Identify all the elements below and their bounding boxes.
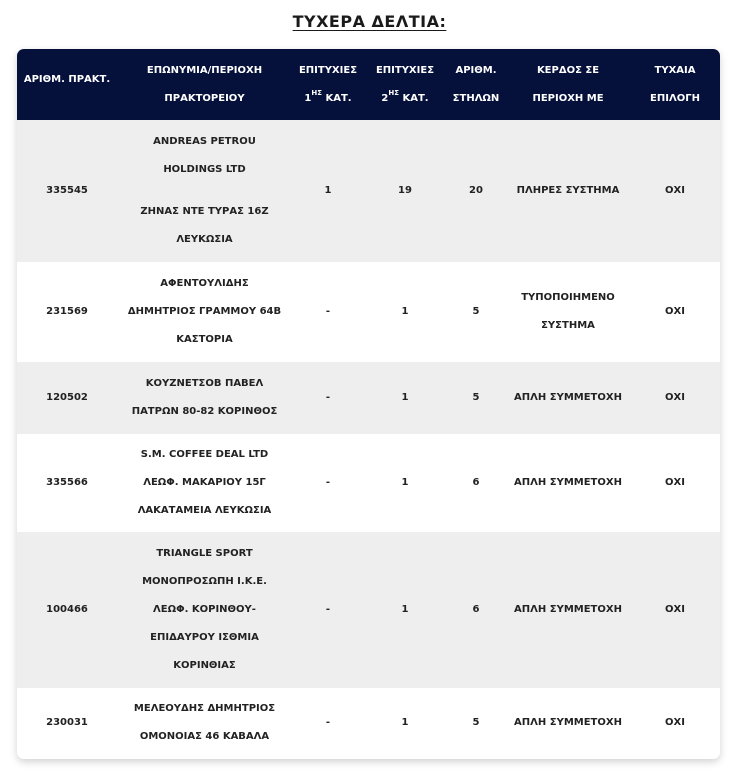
cell-cat2-wins: 1 xyxy=(401,604,409,615)
agency-name-line: ΛΑΚΑΤΑΜΕΙΑ ΛΕΥΚΩΣΙΑ xyxy=(137,505,272,516)
cell-agency-name xyxy=(117,688,292,758)
cell-profit-type xyxy=(506,120,630,262)
profit-type-line: ΤΥΠΟΠΟΙΗΜΕΝΟ xyxy=(521,292,615,303)
cell-random-pick: ΟΧΙ xyxy=(665,392,685,403)
table-row xyxy=(17,362,720,434)
agency-name-line: TRIANGLE SPORT xyxy=(156,548,253,559)
cell-columns-count: 5 xyxy=(472,306,480,317)
cell-practice-number: 230031 xyxy=(46,717,88,728)
header-cat1: ΕΠΙΤΥΧΙΕΣ $1^{H\Sigma}$ ΚΑΤ. xyxy=(298,64,358,104)
cell-agency-name xyxy=(117,434,292,532)
agency-name-line: ΕΠΙΔΑΥΡΟΥ ΙΣΘΜΙΑ xyxy=(150,632,259,643)
winning-tickets-table-card xyxy=(17,49,720,759)
agency-name-line: ΚΟΥΖΝΕΤΣΟΒ ΠΑΒΕΛ xyxy=(145,378,264,389)
agency-name-line: S.M. COFFEE DEAL LTD xyxy=(140,449,269,460)
cell-agency-name xyxy=(117,362,292,434)
cell-random-pick: ΟΧΙ xyxy=(665,717,685,728)
cell-agency-name xyxy=(117,120,292,262)
agency-name-line: ΚΑΣΤΟΡΙΑ xyxy=(176,334,233,345)
agency-name-line: ΟΜΟΝΟΙΑΣ 46 ΚΑΒΑΛΑ xyxy=(139,731,270,742)
agency-name-line: ΔΗΜΗΤΡΙΟΣ ΓΡΑΜΜΟΥ 64Β xyxy=(127,306,282,317)
cell-cat2-wins: 1 xyxy=(401,477,409,488)
agency-name-line: HOLDINGS LTD xyxy=(163,164,246,175)
agency-name-line: ΜΕΛΕΟΥΔΗΣ ΔΗΜΗΤΡΙΟΣ xyxy=(133,703,276,714)
cell-columns-count: 5 xyxy=(472,717,480,728)
agency-name-line: ΚΟΡΙΝΘΙΑΣ xyxy=(173,660,236,671)
profit-type-line: ΑΠΛΗ ΣΥΜΜΕΤΟΧΗ xyxy=(514,392,622,403)
cell-agency-name xyxy=(117,532,292,688)
cell-columns-count: 20 xyxy=(469,185,483,196)
cell-random-pick: ΟΧΙ xyxy=(665,185,685,196)
agency-name-line: ΖΗΝΑΣ ΝΤΕ ΤΥΡΑΣ 16Ζ xyxy=(140,206,269,217)
cell-practice-number: 120502 xyxy=(46,392,88,403)
cell-cat1-wins: - xyxy=(325,306,331,317)
header-profit: ΚΕΡΔΟΣ ΣΕ ΠΕΡΙΟΧΗ ΜΕ xyxy=(532,64,604,104)
cell-cat2-wins: 19 xyxy=(398,185,412,196)
header-columns: ΑΡΙΘΜ. ΣΤΗΛΩΝ xyxy=(452,64,500,104)
page-title-text: ΤΥΧΕΡΑ ΔΕΛΤΙΑ: xyxy=(292,12,447,31)
agency-name-line: ΜΟΝΟΠΡΟΣΩΠΗ Ι.Κ.Ε. xyxy=(142,576,267,587)
cell-random-pick: ΟΧΙ xyxy=(665,477,685,488)
cell-profit-type xyxy=(506,688,630,758)
header-random: ΤΥΧΑΙΑ ΕΠΙΛΟΓΗ xyxy=(650,64,700,104)
cell-practice-number: 335545 xyxy=(46,185,88,196)
header-name: ΕΠΩΝΥΜΙΑ/ΠΕΡΙΟΧΗ ΠΡΑΚΤΟΡΕΙΟΥ xyxy=(146,64,263,104)
cell-cat2-wins: 1 xyxy=(401,717,409,728)
profit-type-line: ΣΥΣΤΗΜΑ xyxy=(541,320,595,331)
cell-practice-number: 231569 xyxy=(46,306,88,317)
cell-practice-number: 335566 xyxy=(46,477,88,488)
cell-cat1-wins: - xyxy=(325,604,331,615)
cell-cat1-wins: - xyxy=(325,392,331,403)
cell-practice-number: 100466 xyxy=(46,604,88,615)
agency-name-line: ΛΕΩΦ. ΚΟΡΙΝΘΟΥ- xyxy=(153,604,256,615)
cell-profit-type xyxy=(506,362,630,434)
profit-type-line: ΑΠΛΗ ΣΥΜΜΕΤΟΧΗ xyxy=(514,477,622,488)
agency-name-line: ΠΑΤΡΩΝ 80-82 ΚΟΡΙΝΘΟΣ xyxy=(131,406,278,417)
cell-cat1-wins: - xyxy=(325,477,331,488)
agency-name-line: ΛΕΩΦ. ΜΑΚΑΡΙΟΥ 15Γ xyxy=(143,477,266,488)
header-cat2: ΕΠΙΤΥΧΙΕΣ $2^{H\Sigma}$ ΚΑΤ. xyxy=(375,64,435,104)
cell-columns-count: 6 xyxy=(472,604,480,615)
cell-profit-type xyxy=(506,434,630,532)
cell-cat2-wins: 1 xyxy=(401,392,409,403)
table-row xyxy=(17,532,720,688)
page-title xyxy=(0,12,739,31)
cell-agency-name xyxy=(117,262,292,362)
table-row xyxy=(17,434,720,532)
cell-random-pick: ΟΧΙ xyxy=(665,604,685,615)
cell-cat1-wins: - xyxy=(325,717,331,728)
profit-type-line: ΑΠΛΗ ΣΥΜΜΕΤΟΧΗ xyxy=(514,717,622,728)
table-row xyxy=(17,262,720,362)
profit-type-line: ΑΠΛΗ ΣΥΜΜΕΤΟΧΗ xyxy=(514,604,622,615)
cell-random-pick: ΟΧΙ xyxy=(665,306,685,317)
cell-profit-type xyxy=(506,532,630,688)
winning-tickets-table xyxy=(17,49,720,758)
cell-columns-count: 6 xyxy=(472,477,480,488)
table-row xyxy=(17,120,720,262)
cell-cat1-wins: 1 xyxy=(324,185,332,196)
agency-name-line: ΛΕΥΚΩΣΙΑ xyxy=(176,234,233,245)
agency-name-line: ΑΦΕΝΤΟΥΛΙΔΗΣ xyxy=(160,278,249,289)
table-header-row xyxy=(17,49,720,120)
header-practice: ΑΡΙΘΜ. ΠΡΑΚΤ. xyxy=(23,73,111,85)
table-row xyxy=(17,688,720,758)
agency-name-line: ANDREAS PETROU xyxy=(153,136,256,147)
cell-cat2-wins: 1 xyxy=(401,306,409,317)
profit-type-line: ΠΛΗΡΕΣ ΣΥΣΤΗΜΑ xyxy=(516,185,620,196)
cell-profit-type xyxy=(506,262,630,362)
cell-columns-count: 5 xyxy=(472,392,480,403)
